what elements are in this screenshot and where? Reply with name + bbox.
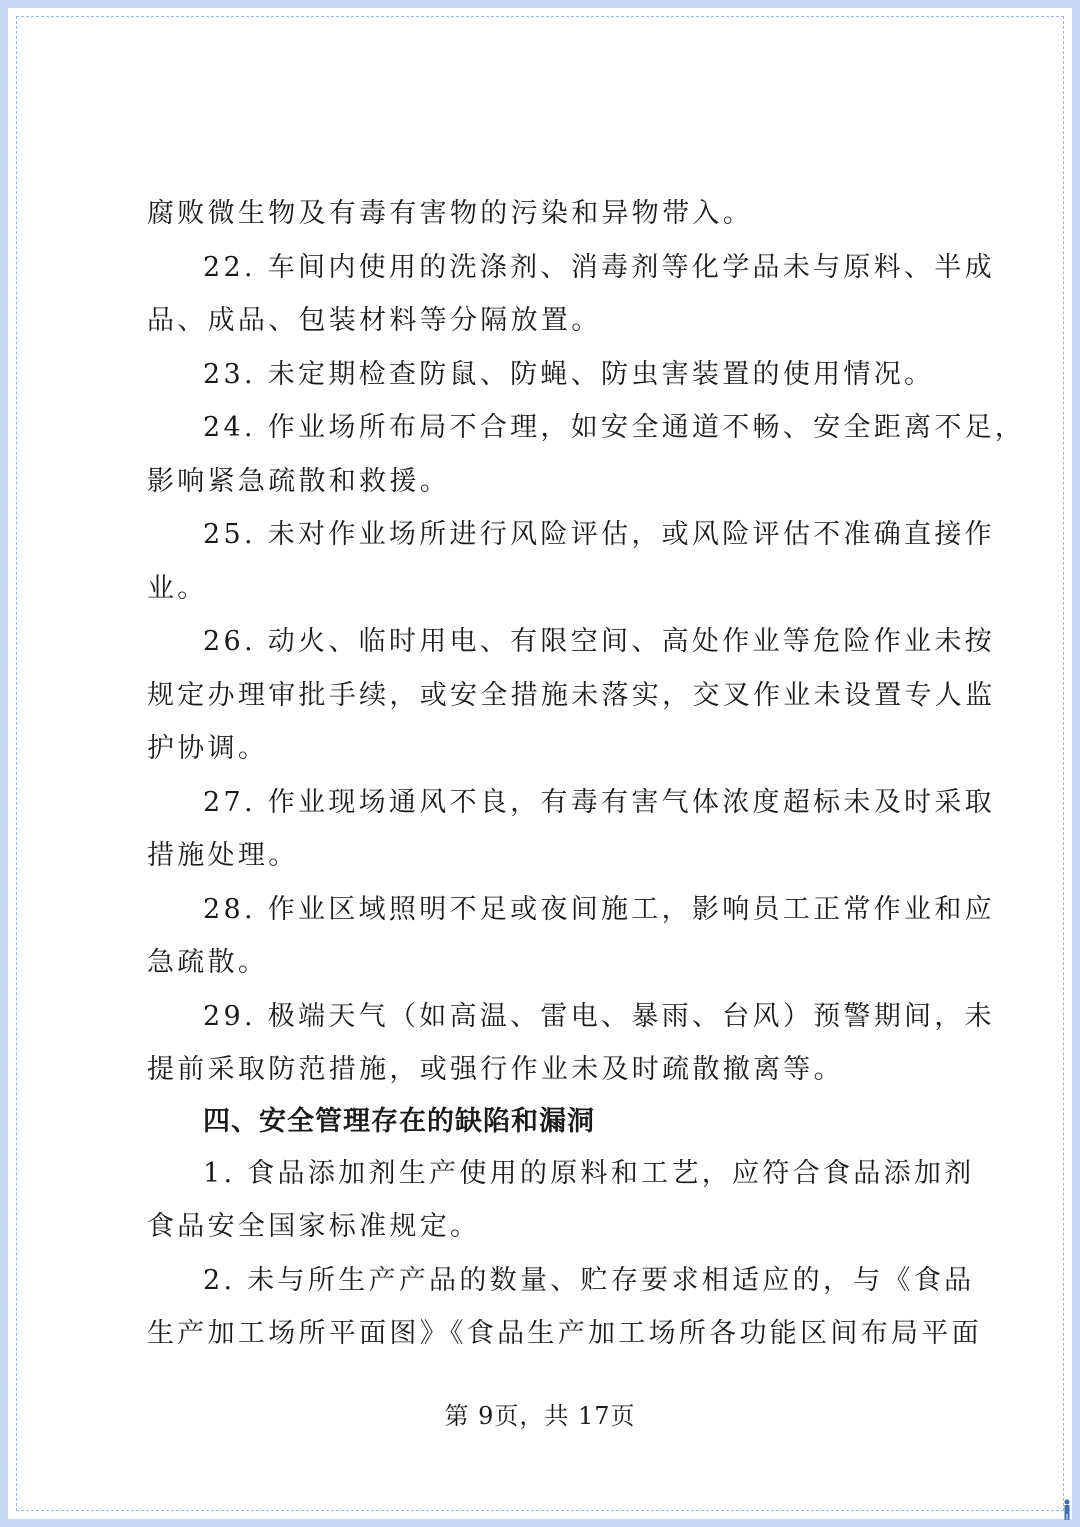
text-line-item-26: 26. 动火、临时用电、有限空间、高处作业等危险作业未按: [203, 626, 995, 657]
text-line: 影响紧急疏散和救援。: [147, 465, 450, 497]
text-line: 腐败微生物及有毒有害物的污染和异物带入。: [147, 198, 753, 229]
text-line-item-2: 2. 未与所生产产品的数量、贮存要求相适应的，与《食品: [203, 1264, 975, 1296]
section-heading: 四、安全管理存在的缺陷和漏洞: [203, 1105, 595, 1137]
text-line: 规定办理审批手续，或安全措施未落实，交叉作业未设置专人监: [147, 679, 996, 711]
text-line: 业。: [147, 572, 208, 604]
text-line-item-1: 1. 食品添加剂生产使用的原料和工艺，应符合食品添加剂: [203, 1157, 975, 1189]
text-line-item-29: 29. 极端天气（如高温、雷电、暴雨、台风）预警期间，未: [203, 1000, 995, 1032]
document-body: [147, 187, 1026, 1361]
text-line: 生产加工场所平面图》《食品生产加工场所各功能区间布局平面: [147, 1318, 982, 1349]
text-line-item-24: 24. 作业场所布局不合理，如安全通道不畅、安全距离不足，: [203, 412, 1026, 443]
text-line-item-28: 28. 作业区域照明不足或夜间施工，影响员工正常作业和应: [203, 893, 995, 925]
text-line-item-22: 22. 车间内使用的洗涤剂、消毒剂等化学品未与原料、半成: [203, 251, 995, 283]
text-line-item-27: 27. 作业现场通风不良，有毒有害气体浓度超标未及时采取: [203, 786, 995, 818]
text-line: 措施处理。: [147, 840, 299, 871]
text-line: 护协调。: [147, 733, 269, 764]
page-number-footer: 第 9页，共 17页: [444, 1402, 636, 1430]
text-line: 食品安全国家标准规定。: [147, 1211, 481, 1242]
text-line-item-23: 23. 未定期检查防鼠、防蝇、防虫害装置的使用情况。: [203, 358, 935, 390]
text-line: 品、成品、包装材料等分隔放置。: [147, 305, 602, 336]
text-line: 提前采取防范措施，或强行作业未及时疏散撤离等。: [147, 1054, 844, 1085]
figure-icon: [1060, 1499, 1074, 1521]
text-line: 急疏散。: [147, 947, 269, 978]
text-line-item-25: 25. 未对作业场所进行风险评估，或风险评估不准确直接作: [203, 519, 995, 550]
